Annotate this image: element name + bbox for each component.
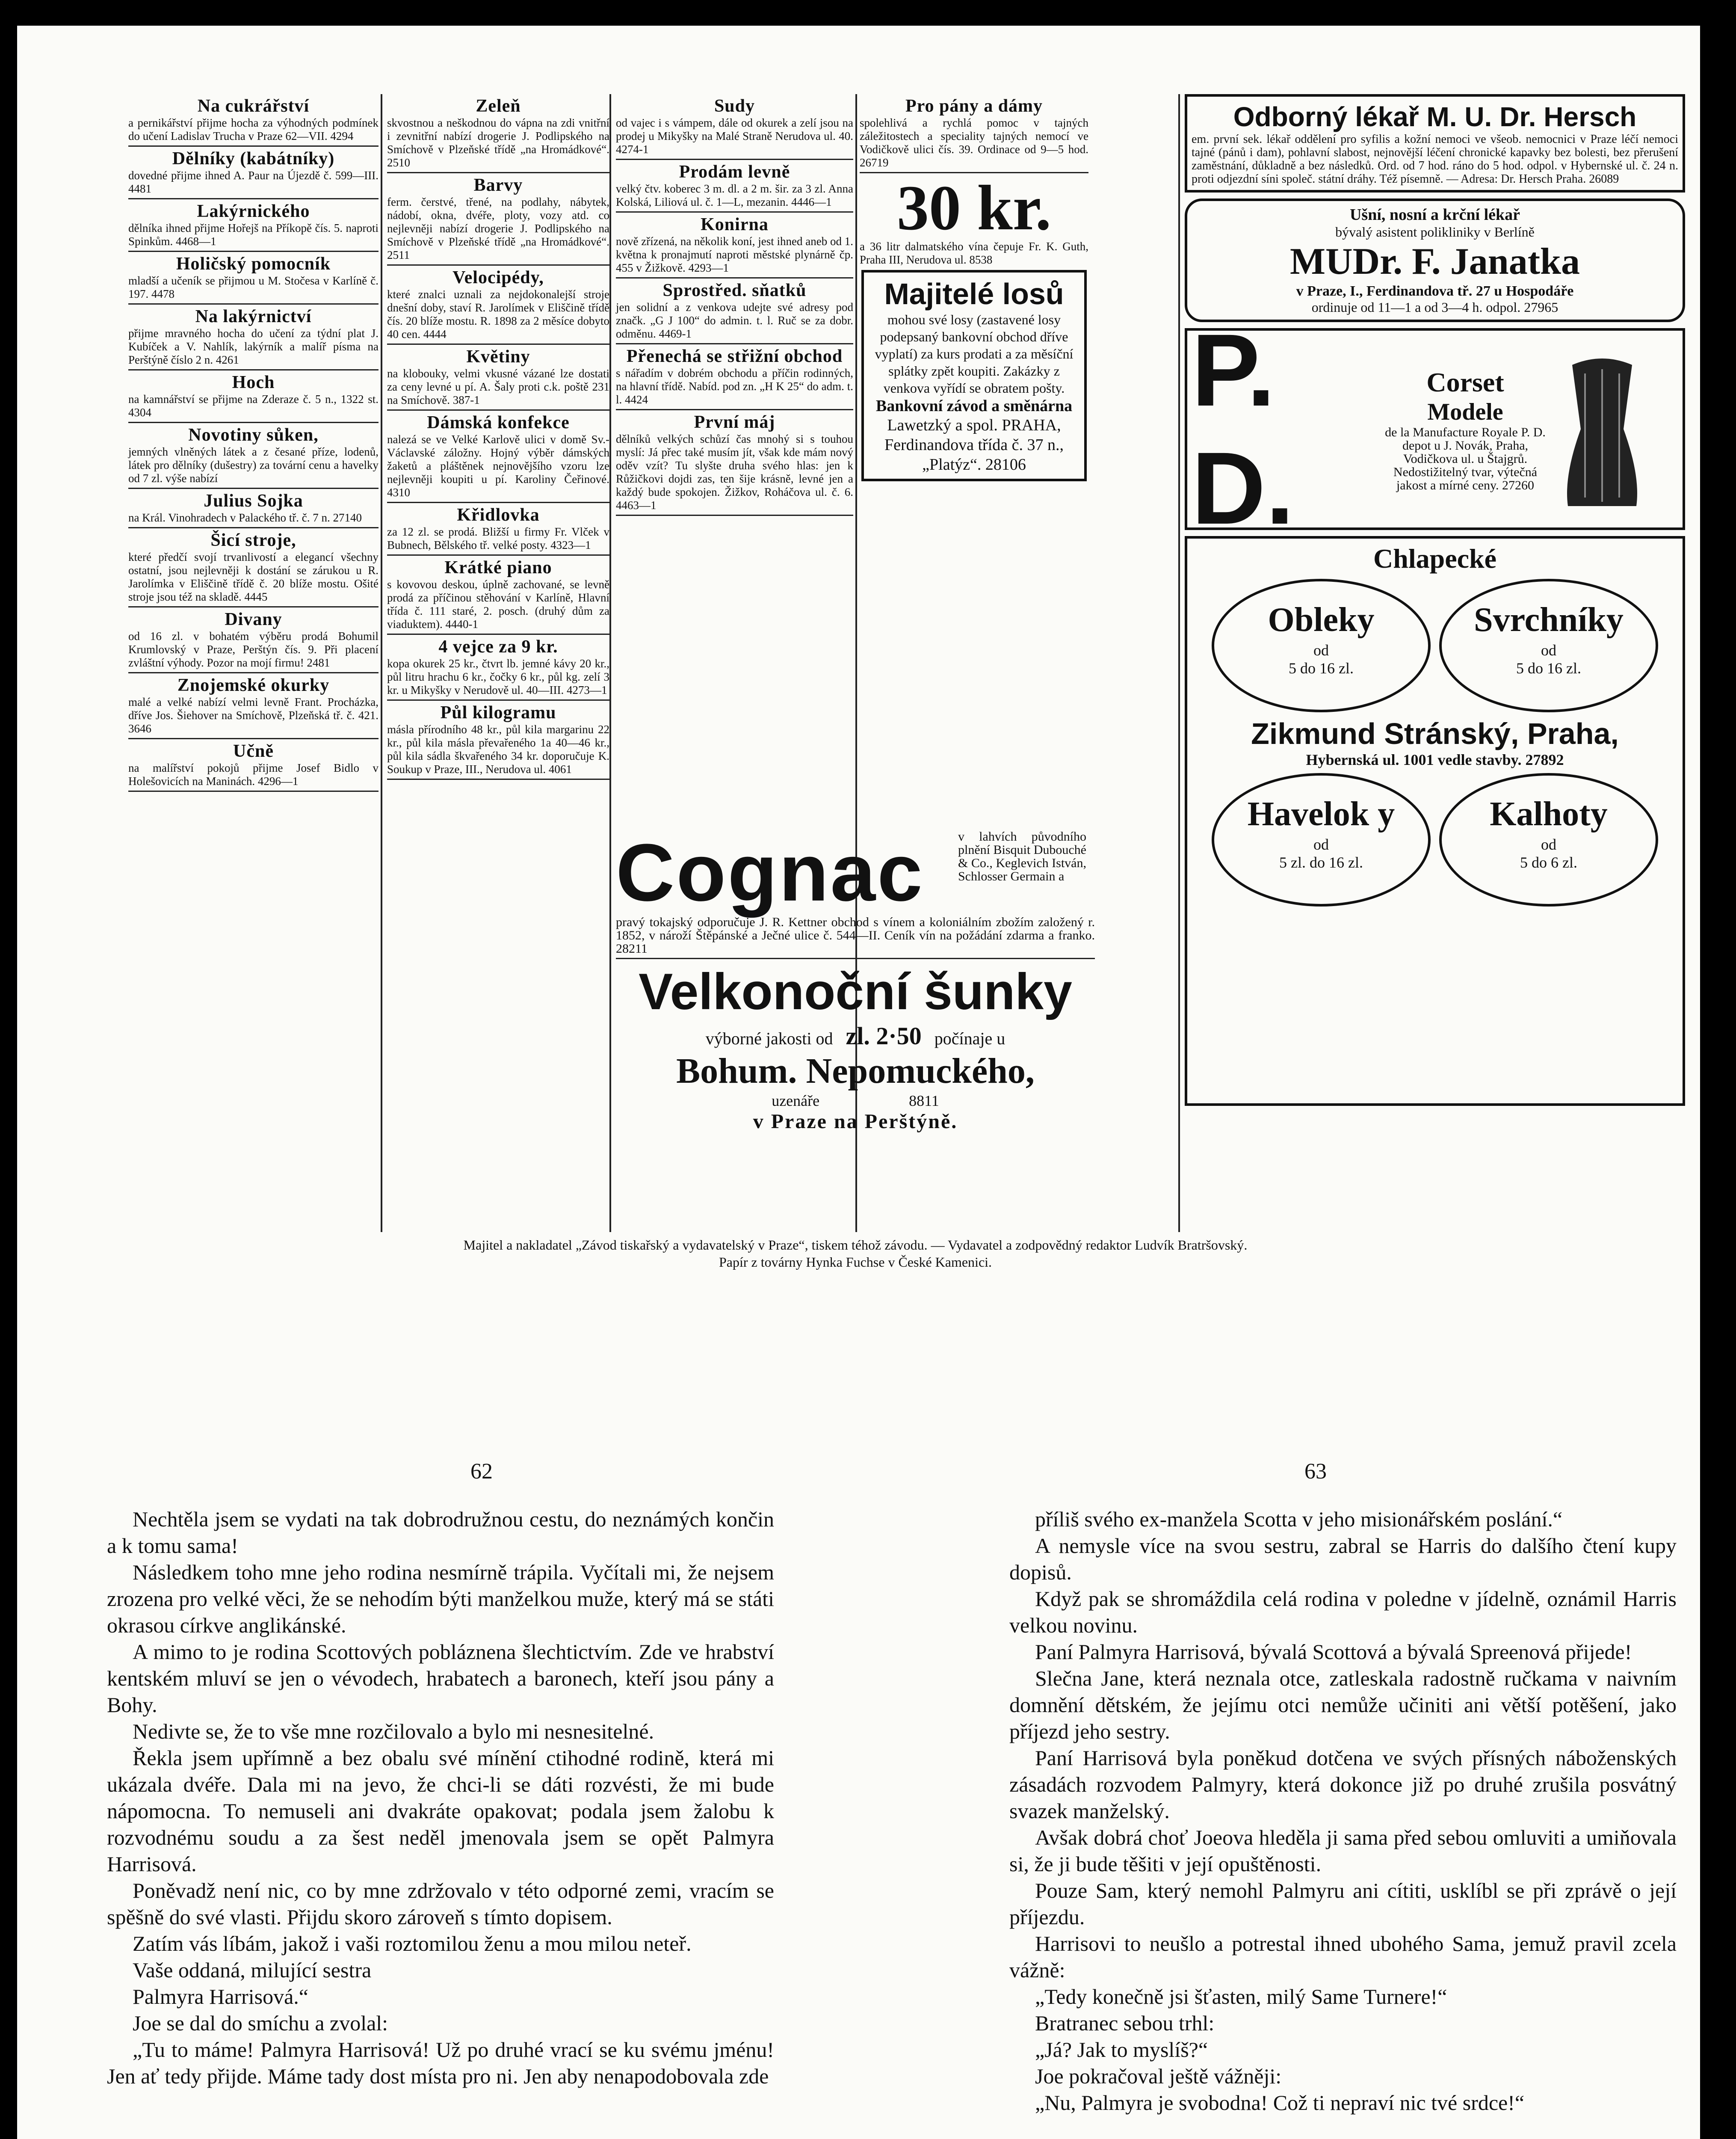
story-page-right — [1009, 1506, 1677, 2139]
ad-text: s kovovou deskou, úplně zachované, se levně prodá za příčinou stěhování v Karlíně, Hlavní třída č. 111 staré, 2. posch. (druhý dům za viaduktem). 4440-1 — [387, 578, 609, 631]
lottery-text: mohou své losy (zastavené losy podepsaný bankovní obchod dříve vyplatí) za kurs prodati a za měsíční splátky zpět koupiti. Zakázky z venkova vyřídí se obratem pošty. — [875, 312, 1074, 396]
sunky-name: Bohum. Nepomuckého, — [676, 1051, 1035, 1091]
page-number-left: 62 — [470, 1459, 493, 1484]
story-paragraph: Následkem toho mne jeho rodina nesmírně trápila. Vyčítali mi, že nejsem zrozena pro velké věci, že se nehodím býti manželkou muže, který má se státi okrasou církve anglikánské. — [107, 1560, 774, 1637]
corset-text: de la Manufacture Royale P. D. depot u J. Novák, Praha, Vodičkova ul. u Štajgrů. Nedostižitelný tvar, výtečná jakost a mírné ceny. 27260 — [1385, 425, 1546, 492]
sunky-title: Velkonoční šunky — [639, 963, 1072, 1020]
ad-heading: Lakýrnického — [197, 201, 310, 221]
ad-heading: Učně — [233, 741, 274, 761]
hersch-text: em. první sek. lékař oddělení pro syfilis a kožní nemoci ve všeob. nemocnici v Praze léčí nemoci tajné (pánů i dam), pohlavní slabost, nejnovější léčení chronické kapavky bez bolesti, bez přerušení zaměstnání, důkladně a bez následků. Ord. od 7 hod. ráno do 5 hod. odpol. v Hybernské ul. č. 24 n. proti odjezdní síni společ. státní dráhy. Též písemně. — Adresa: Dr. Hersch Praha. 26089 — [1192, 133, 1678, 186]
ad-heading: Krátké piano — [444, 558, 552, 578]
story-paragraph: Když pak se shromáždila celá rodina v poledne v jídelně, oznámil Harris velkou novinu. — [1009, 1587, 1677, 1637]
ad-text: jen solidní a z venkova udejte své adresy pod značk. „G J 100“ do admin. t. l. Ruč se za dobr. odměnu. 4469-1 — [616, 301, 853, 340]
ad-heading: Dámská konfekce — [427, 413, 570, 433]
story-paragraph: příliš svého ex-manžela Scotta v jeho misionářském poslání.“ — [1035, 1507, 1563, 1531]
divider — [616, 343, 853, 344]
ad-heading: Prodám levně — [679, 162, 790, 182]
story-paragraph: Pouze Sam, který nemohl Palmyru ani cítiti, usklíbl se při zprávě o její příjezdu. — [1009, 1878, 1677, 1929]
ad-heading: Divany — [225, 610, 282, 629]
story-paragraph: Nechtěla jsem se vydati na tak dobrodružnou cestu, do neznámých končin a k tomu sama! — [107, 1507, 774, 1558]
story-paragraph: Avšak dobrá choť Joeova hleděla ji sama před sebou omluviti a umiňovala si, že ji bude těšiti v její opuštěnosti. — [1009, 1825, 1677, 1876]
pd-monogram: P. D. — [1192, 313, 1294, 545]
ad-text: skvostnou a neškodnou do vápna na zdi vnitřní i zevnitřní nabízí drogerie J. Podlipského na Smíchově v Plzeňské třídě „na Hromádkové“. 2510 — [387, 116, 609, 169]
clothing-oval — [1439, 579, 1658, 712]
boys-clothing-ad — [1185, 536, 1685, 1106]
firm-name: Zikmund Stránský, Praha, — [1251, 717, 1619, 750]
oval-od: od — [1541, 642, 1556, 659]
corset-figure — [1555, 348, 1649, 510]
oval-price: 5 zl. do 16 zl. — [1279, 854, 1363, 871]
divider — [128, 527, 379, 528]
divider — [616, 211, 853, 213]
story-paragraph: Slečna Jane, která neznala otce, zatleskala radostně ručkama v naivním domnění dětském, že jejímu otci nemůže učiniti ani větší potěšení, jako příjezd jeho sestry. — [1009, 1666, 1677, 1743]
story-paragraph: A nemysle více na svou sestru, zabral se Harris do dalšího čtení kupy dopisů. — [1009, 1534, 1677, 1584]
ad-text: kopa okurek 25 kr., čtvrt lb. jemné kávy 20 kr., půl litru hrachu 6 kr., čočky 6 kr., půl kg. zelí 3 kr. u Mikyšky v Nerudově ul. 40—III. 4273—1 — [387, 657, 609, 696]
ad-text: s nářadím v dobrém obchodu a příčin rodinných, na hlavní třídě. Nabíd. pod zn. „H K 25“ do adm. t. l. 4424 — [616, 367, 853, 406]
janatka-line4: ordinuje od 11—1 a od 3—4 h. odpol. 27965 — [1311, 299, 1559, 315]
firm-addr: Hybernská ul. 1001 vedle stavby. 27892 — [1306, 751, 1564, 768]
story-paragraph: „Nu, Palmyra je svobodna! Což ti nepraví nic tvé srdce!“ — [1035, 2091, 1525, 2115]
story-paragraph: Harrisovi to neušlo a potrestal ihned ubohého Sama, jemuž pravil zcela vážně: — [1009, 1932, 1677, 1982]
story-page-left — [107, 1506, 774, 2139]
ovals-row — [1192, 575, 1678, 717]
ads-list — [616, 97, 853, 516]
ad-heading: Na cukrářství — [197, 96, 310, 116]
ad-text: na klobouky, velmi vkusné vázané lze dostati za ceny levné u pí. A. Šaly proti c.k. poště 231 na Smíchově. 387-1 — [387, 367, 609, 406]
ad-text: od vajec i s vámpem, dále od okurek a zelí jsou na prodej u Mikyšky na Malé Straně Nerudova ul. 40. 4274-1 — [616, 116, 853, 156]
ad-heading: Přenechá se střižní obchod — [626, 347, 843, 366]
story-paragraph: Paní Harrisová byla poněkud dotčena ve svých přísných náboženských zásadách rozvodem Palmyry, která dokonce již po druhé zrušila posvátný svazek manželský. — [1009, 1746, 1677, 1823]
hersch-title: Odborný lékař M. U. Dr. Hersch — [1233, 101, 1637, 132]
divider — [616, 159, 853, 160]
ads-column-2 — [387, 94, 609, 1232]
janatka-line3: v Praze, I., Ferdinandova tř. 27 u Hospodáře — [1296, 283, 1574, 299]
hersch-ad — [1185, 94, 1685, 193]
page-number-right: 63 — [1304, 1459, 1327, 1484]
oval-name: Svrchníky — [1474, 601, 1624, 639]
ad-text: na kamnářství se přijme na Zderaze č. 5 n., 1322 st. 4304 — [128, 393, 379, 419]
story-paragraph: A mimo to je rodina Scottových pobláznena šlechtictvím. Zde ve hrabství kentském mluví se jen o vévodech, hrabatech a baronech, kteří jsou pány a Bohy. — [107, 1640, 774, 1717]
ad-heading: Sudy — [714, 96, 755, 116]
ad-text: mladší a učeník se přijmou u M. Stočesa v Karlíně č. 197. 4478 — [128, 274, 379, 300]
ad-text: od 16 zl. v bohatém výběru prodá Bohumil Krumlovský v Praze, Perštýn čís. 9. Při placení zvláštní výhody. Pozor na mojí firmu! 2481 — [128, 630, 379, 669]
clothing-oval — [1212, 579, 1431, 712]
divider — [128, 251, 379, 252]
lottery-ad-box — [861, 270, 1087, 481]
ad-text: a pernikářství přijme hocha za výhodných podmínek do učení Ladislav Trucha v Praze 62—VII. 4294 — [128, 116, 379, 142]
ad-text: velký čtv. koberec 3 m. dl. a 2 m. šir. za 3 zl. Anna Kolská, Liliová ul. č. 1—L, mezanin. 4446—1 — [616, 182, 853, 208]
chlapecke-title: Chlapecké — [1373, 543, 1496, 574]
story-paragraph: Poněvadž není nic, co by mne zdržovalo v této odporné zemi, vracím se spěšně do své vlasti. Přijdu skoro zároveň s tímto dopisem. — [107, 1878, 774, 1929]
price-30kr: 30 kr. — [896, 172, 1052, 243]
imprint-line2: Papír z továrny Hynka Fuchse v České Kamenici. — [719, 1254, 992, 1270]
clothing-oval — [1212, 773, 1431, 907]
ad-heading: Dělníky (kabátníky) — [172, 149, 335, 169]
divider — [128, 791, 379, 792]
ad-text: přijme mravného hocha do učení za týdní plat J. Kubíček a V. Nahlík, lakýrník a malíř písma na Perštýně číslo 2 n. 4261 — [128, 327, 379, 366]
oval-name: Kalhoty — [1490, 795, 1608, 833]
janatka-name: MUDr. F. Janatka — [1289, 241, 1580, 282]
divider — [128, 303, 379, 305]
ad-heading: Na lakýrnictví — [195, 307, 312, 326]
sunky-num: 8811 — [909, 1092, 939, 1109]
story-paragraph: Joe se dal do smíchu a zvolal: — [133, 2011, 388, 2035]
story-paragraph: Vaše oddaná, milující sestra — [133, 1958, 372, 1982]
story-paragraph: „Já? Jak to myslíš?“ — [1035, 2038, 1208, 2062]
ad-text: na malířství pokojů přijme Josef Bidlo v Holešovicích na Maninách. 4296—1 — [128, 761, 379, 788]
ad-heading: Konirna — [701, 215, 769, 234]
sunky-line3: v Praze na Perštýně. — [753, 1110, 958, 1133]
divider — [128, 738, 379, 739]
story-paragraph: „Tu to máme! Palmyra Harrisová! Už po druhé vrací se ku svému jménu! Jen ať tedy přijde. Máme tady dost místa pro ni. Jen aby nenapodobovala zde — [107, 2038, 774, 2088]
ad-heading: Znojemské okurky — [177, 675, 330, 695]
divider — [387, 699, 609, 701]
newspaper-page — [17, 26, 1700, 2139]
ads-column-4 — [860, 94, 1088, 1232]
oval-od: od — [1313, 642, 1329, 659]
ad-text: dělníků velkých schůzí čas mnohý si s touhou myslí: Já přec také musím jít, však kde mám nový oděv vzít? Tu slyšte druha svého hlas: jen k Růžičkovi dojdi zas, ten šije krásně, levné jen a každý bude spokojen. Žižkov, Roháčova ul. č. 6. 4463—1 — [616, 433, 853, 512]
clothing-oval — [1439, 773, 1658, 907]
wine-text: a 36 litr dalmatského vína čepuje Fr. K. Guth, Praha III, Nerudova ul. 8538 — [860, 240, 1088, 266]
ovals-row — [1192, 769, 1678, 911]
divider — [128, 422, 379, 423]
divider — [616, 409, 853, 410]
story-paragraph: Nedivte se, že to vše mne rozčilovalo a bylo mi nesnesitelné. — [133, 1719, 654, 1743]
janatka-line2: bývalý asistent polikliniky v Berlíně — [1335, 224, 1535, 240]
divider — [616, 515, 853, 516]
display-ads-column — [1185, 94, 1685, 1232]
ad-heading: Květiny — [466, 347, 530, 367]
story-paragraph: Paní Palmyra Harrisová, bývalá Scottová a bývalá Spreenová přijede! — [1035, 1640, 1632, 1664]
divider — [128, 198, 379, 199]
divider — [387, 344, 609, 345]
story-paragraph: Zatím vás líbám, jakož i vaši roztomilou ženu a mou milou neteř. — [133, 1932, 692, 1955]
imprint — [128, 1236, 1582, 1271]
cognac-word: Cognac — [616, 827, 924, 918]
ad-text: které znalci uznali za nejdokonalejší stroje dnešní doby, staví R. Jarolímek v Eliščině třídě čís. 20 blíže mostu. R. 1898 za 2 měsíce dobyto 40 cen. 4444 — [387, 288, 609, 341]
oval-od: od — [1541, 836, 1556, 853]
ad-heading: Holičský pomocník — [176, 254, 331, 274]
sunky-line1b: počínaje u — [934, 1029, 1006, 1048]
ad-heading: Zeleň — [476, 96, 521, 116]
cognac-body: pravý tokajský odporučuje J. R. Kettner obchod s vínem a koloniálním zbožím založený r. 1852, v nároží Štěpánské a Ječné ulice č. 544—II. Ceník vín na požádání zdarma a franko. 28211 — [616, 915, 1095, 956]
ad-text: které předčí svojí trvanlivostí a elegancí všechny ostatní, jsou nejlevněji k dostání se zárukou u R. Jarolímka v Eliščině třídě č. 20 blíže mostu. Ošité stroje jsou též na skladě. 4445 — [128, 551, 379, 603]
ad-heading: Půl kilogramu — [440, 703, 556, 723]
ad-heading: První máj — [694, 412, 775, 432]
sunky-line1: výborné jakosti od — [705, 1029, 833, 1048]
divider — [387, 409, 609, 411]
oval-price: 5 do 6 zl. — [1520, 854, 1577, 871]
sunky-line2: uzenáře — [772, 1092, 820, 1109]
janatka-ad — [1185, 198, 1685, 322]
ad-text: malé a velké nabízí velmi levně Frant. Procházka, dříve Jos. Šiehover na Smíchově, Plzeňská tř. č. 421. 3646 — [128, 696, 379, 735]
corset-modele: Modele — [1427, 398, 1503, 425]
oval-name: Obleky — [1268, 601, 1375, 639]
story-paragraph: Bratranec sebou trhl: — [1035, 2011, 1215, 2035]
oval-name: Havelok y — [1247, 795, 1395, 833]
bank-title: Bankovní závod a směnárna — [875, 397, 1073, 415]
divider — [387, 502, 609, 503]
ads-column-1 — [128, 94, 379, 1232]
ad-heading: Novotiny sůken, — [188, 425, 319, 445]
sunky-price: zl. 2·50 — [846, 1022, 922, 1050]
bank-text: Lawetzký a spol. PRAHA, Ferdinandova třída č. 37 n., „Platýz“. 28106 — [884, 416, 1064, 474]
ad-text: dělníka ihned přijme Hořejš na Příkopě čís. 5. naproti Spinkům. 4468—1 — [128, 222, 379, 248]
story-paragraph: Joe pokračoval ještě vážněji: — [1035, 2064, 1282, 2088]
divider — [387, 554, 609, 556]
divider — [128, 145, 379, 147]
ad-heading: Julius Sojka — [204, 491, 303, 511]
corset-ad — [1185, 313, 1685, 545]
divider — [387, 172, 609, 173]
imprint-line1: Majitel a nakladatel „Závod tiskařský a vydavatelský v Praze“, tiskem téhož závodu. — Vydavatel a zodpovědný redaktor Ludvík Bratršovský. — [463, 1237, 1248, 1253]
cognac-side: v lahvích původního plnění Bisquit Dubouché & Co., Keglevich István, Schlosser Germain a — [958, 830, 1086, 883]
corset-title: Corset — [1426, 367, 1504, 397]
ad-text: ferm. čerstvé, třené, na podlahy, nábytek, nádobí, okna, dvéře, ploty, vozy atd. co nejlevněji nabízí drogerie J. Podlipského na Smíchově v Plzeňské třídě „na Hromádkové“. 2511 — [387, 196, 609, 261]
divider — [616, 277, 853, 278]
divider — [128, 672, 379, 673]
ad-text: na Král. Vinohradech v Palackého tř. č. 7 n. 27140 — [128, 511, 362, 524]
ad-heading: Velocipédy, — [452, 268, 544, 287]
col4-head: Pro pány a dámy — [905, 96, 1043, 116]
ad-text: za 12 zl. se prodá. Bližší u firmy Fr. Vlček v Bubnech, Bělského tř. velké posty. 4323—1 — [387, 525, 609, 551]
divider — [128, 606, 379, 607]
oval-od: od — [1313, 836, 1329, 853]
divider — [128, 488, 379, 489]
ad-text: jemných vlněných látek a z česané příze, lodenů, látek pro dělníky (dušestry) za tovární cenu a havelky od 7 zl. výše nabízí — [128, 445, 379, 485]
ad-text: másla přírodního 48 kr., půl kila margarinu 22 kr., půl kila másla převařeného 1a 40—46 kr., půl kila sádla škvařeného 34 kr. doporučuje K. Soukup v Praze, III., Nerudova ul. 4061 — [387, 723, 609, 776]
story-paragraph: Palmyra Harrisová.“ — [133, 1985, 308, 2009]
lottery-title: Majitelé losů — [884, 277, 1064, 311]
ad-heading: Hoch — [232, 373, 275, 392]
story-paragraph: Řekla jsem upřímně a bez obalu své mínění ctihodné rodině, která mi ukázala dvéře. Dala mi na jevo, že chci-li se dáti rozvésti, že mi bude nápomocna. To nemuseli ani dvakráte opakovat; podala jsem žalobu k rozvodnému soudu a za šest neděl jmenovala jsem se opět Palmyra Harrisová. — [107, 1746, 774, 1876]
ad-heading: Barvy — [473, 175, 523, 195]
janatka-line1: Ušní, nosní a krční lékař — [1349, 206, 1520, 224]
ad-heading: Šicí stroje, — [210, 530, 296, 550]
col4-text: spolehlivá a rychlá pomoc v tajných záležitostech a speciality tajných nemocí ve Vodičkově ulici čís. 39. Ordinace od 9—5 hod. 26719 — [860, 116, 1088, 169]
ad-text: nalezá se ve Velké Karlově ulici v domě Sv.-Václavské záložny. Hojný výběr dámských žaketů a pláštěnek nejnovějšího vzoru lze nejlevněji koupiti u pí. Karoliny Čeřinové. 4310 — [387, 433, 609, 499]
ad-text: dovedné přijme ihned A. Paur na Újezdě č. 599—III. 4481 — [128, 169, 379, 195]
divider — [387, 634, 609, 635]
oval-price: 5 do 16 zl. — [1516, 660, 1581, 677]
story-paragraph: „Tedy konečně jsi šťasten, milý Same Turnere!“ — [1035, 1985, 1447, 2009]
ad-text: nově zřízená, na několik koní, jest ihned aneb od 1. května k pronajmutí naproti městské plynárně čp. 455 v Žižkově. 4293—1 — [616, 235, 853, 274]
divider — [387, 779, 609, 780]
oval-price: 5 do 16 zl. — [1289, 660, 1354, 677]
divider — [387, 264, 609, 266]
divider — [128, 369, 379, 370]
ad-heading: Sprostřed. sňatků — [662, 281, 807, 300]
ad-heading: Křidlovka — [457, 505, 540, 525]
ad-heading: 4 vejce za 9 kr. — [438, 637, 558, 657]
